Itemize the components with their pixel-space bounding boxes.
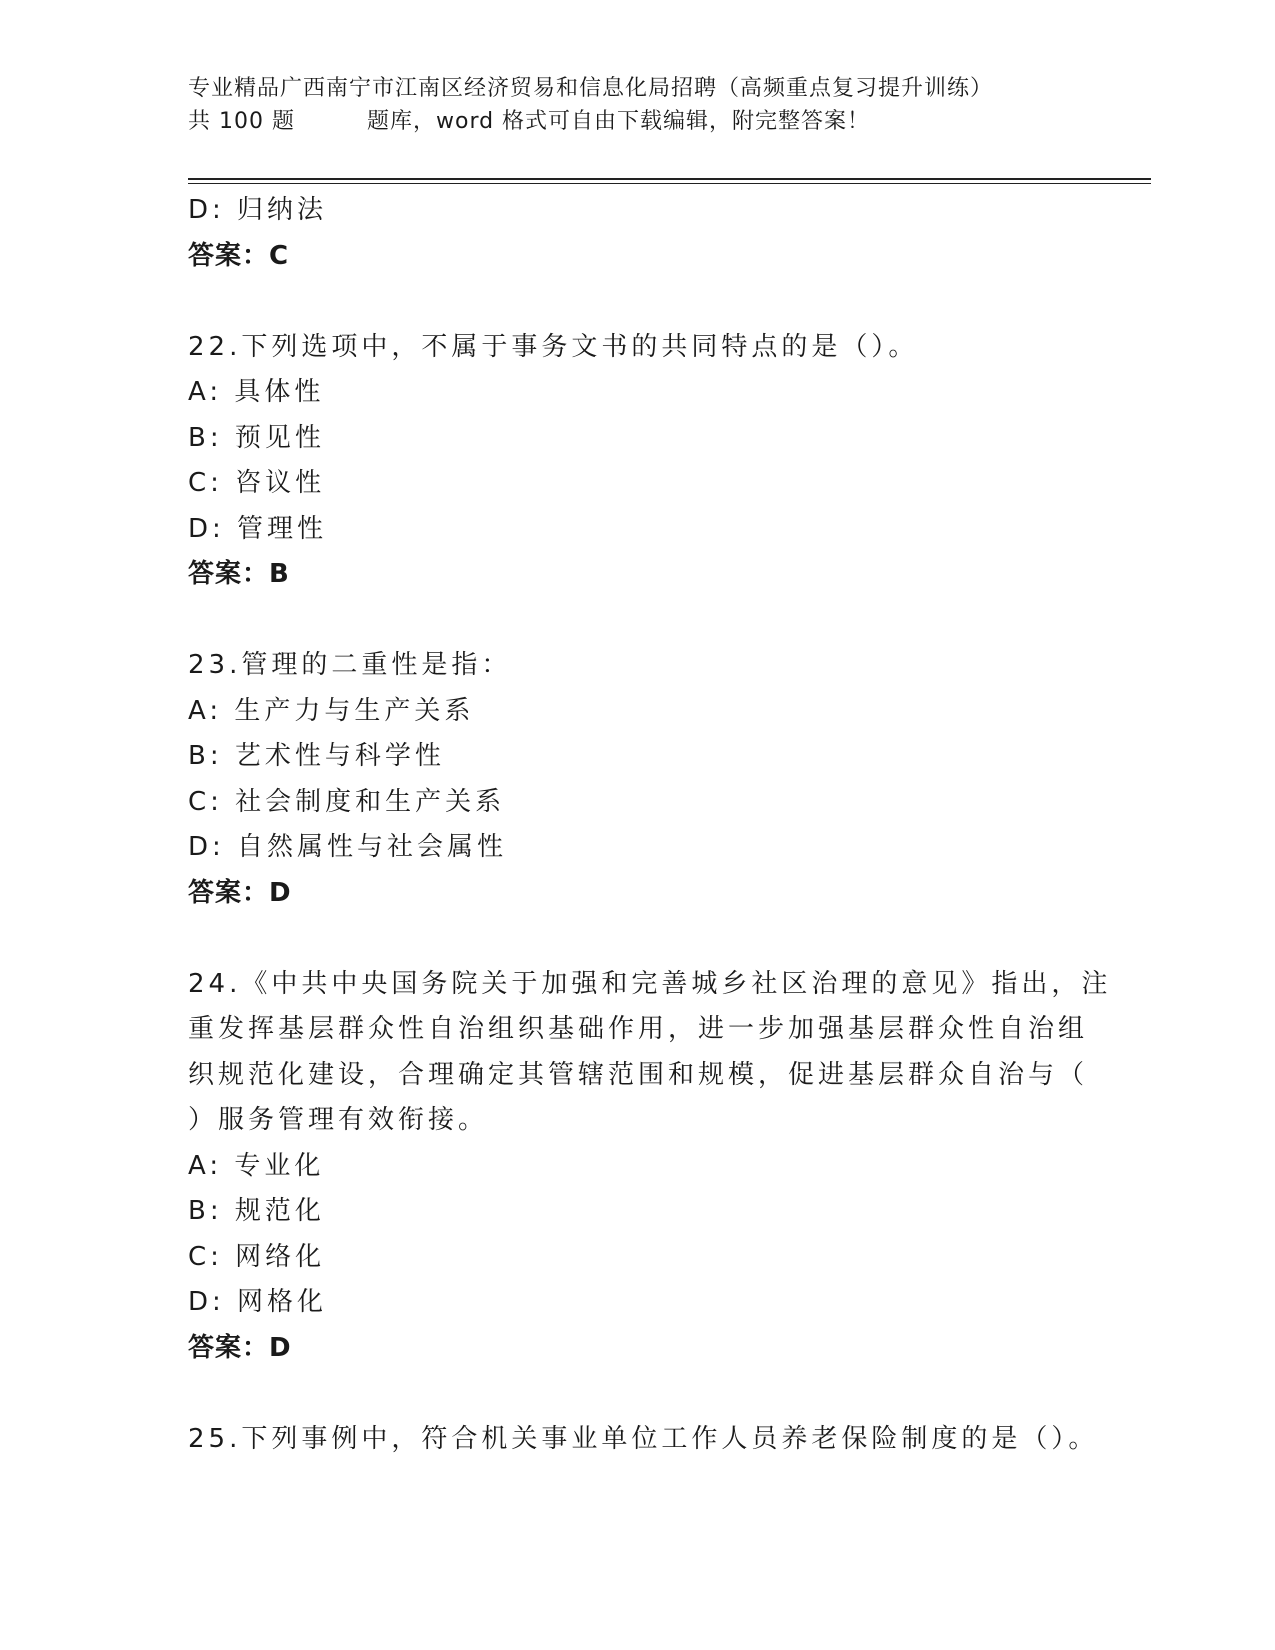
question-23 <box>188 643 1088 916</box>
option-a: A: 专业化 <box>188 1150 325 1181</box>
header-description: 题库，word 格式可自由下载编辑，附完整答案！ <box>366 109 871 134</box>
question-text: 23.管理的二重性是指： <box>188 650 512 680</box>
answer: 答案：C <box>188 240 290 271</box>
question-22 <box>188 325 1088 598</box>
answer: 答案：D <box>188 1332 292 1363</box>
option-b: B: 艺术性与科学性 <box>188 741 445 771</box>
question-24 <box>188 962 1112 1372</box>
header-subtitle <box>188 105 1088 138</box>
answer: 答案：D <box>188 877 292 908</box>
question-text-line-1: 24.《中共中央国务院关于加强和完善城乡社区治理的意见》指出，注 <box>188 968 1112 999</box>
option-d: D: 归纳法 <box>188 195 328 225</box>
option-a: A: 生产力与生产关系 <box>188 695 475 726</box>
option-c: C: 社会制度和生产关系 <box>188 786 506 817</box>
header-divider <box>188 178 1151 180</box>
option-a: A: 具体性 <box>188 377 325 407</box>
option-b: B: 规范化 <box>188 1196 325 1226</box>
page-header <box>188 72 1088 138</box>
option-b: B: 预见性 <box>188 422 325 453</box>
question-text: 22.下列选项中，不属于事务文书的共同特点的是（）。 <box>188 331 919 362</box>
header-title: 专业精品广西南宁市江南区经济贸易和信息化局招聘（高频重点复习提升训练） <box>188 76 994 101</box>
answer: 答案：B <box>188 559 290 589</box>
question-text-line-4: ）服务管理有效衔接。 <box>188 1105 489 1135</box>
question-text-line-2: 重发挥基层群众性自治组织基础作用，进一步加强基层群众性自治组 <box>188 1014 1089 1044</box>
question-21-tail <box>188 188 1088 279</box>
option-d: D: 网格化 <box>188 1287 328 1317</box>
header-count: 共 100 题 <box>188 109 295 134</box>
question-text-line-3: 织规范化建设，合理确定其管辖范围和规模，促进基层群众自治与（ <box>188 1059 1089 1090</box>
header-divider-thin <box>188 183 1151 184</box>
option-c: C: 咨议性 <box>188 468 326 498</box>
option-d: D: 自然属性与社会属性 <box>188 832 508 862</box>
question-list <box>188 188 1112 1462</box>
question-25 <box>188 1417 1099 1463</box>
question-text: 25.下列事例中，符合机关事业单位工作人员养老保险制度的是（）。 <box>188 1423 1099 1454</box>
option-d: D: 管理性 <box>188 513 328 544</box>
option-c: C: 网络化 <box>188 1241 326 1272</box>
